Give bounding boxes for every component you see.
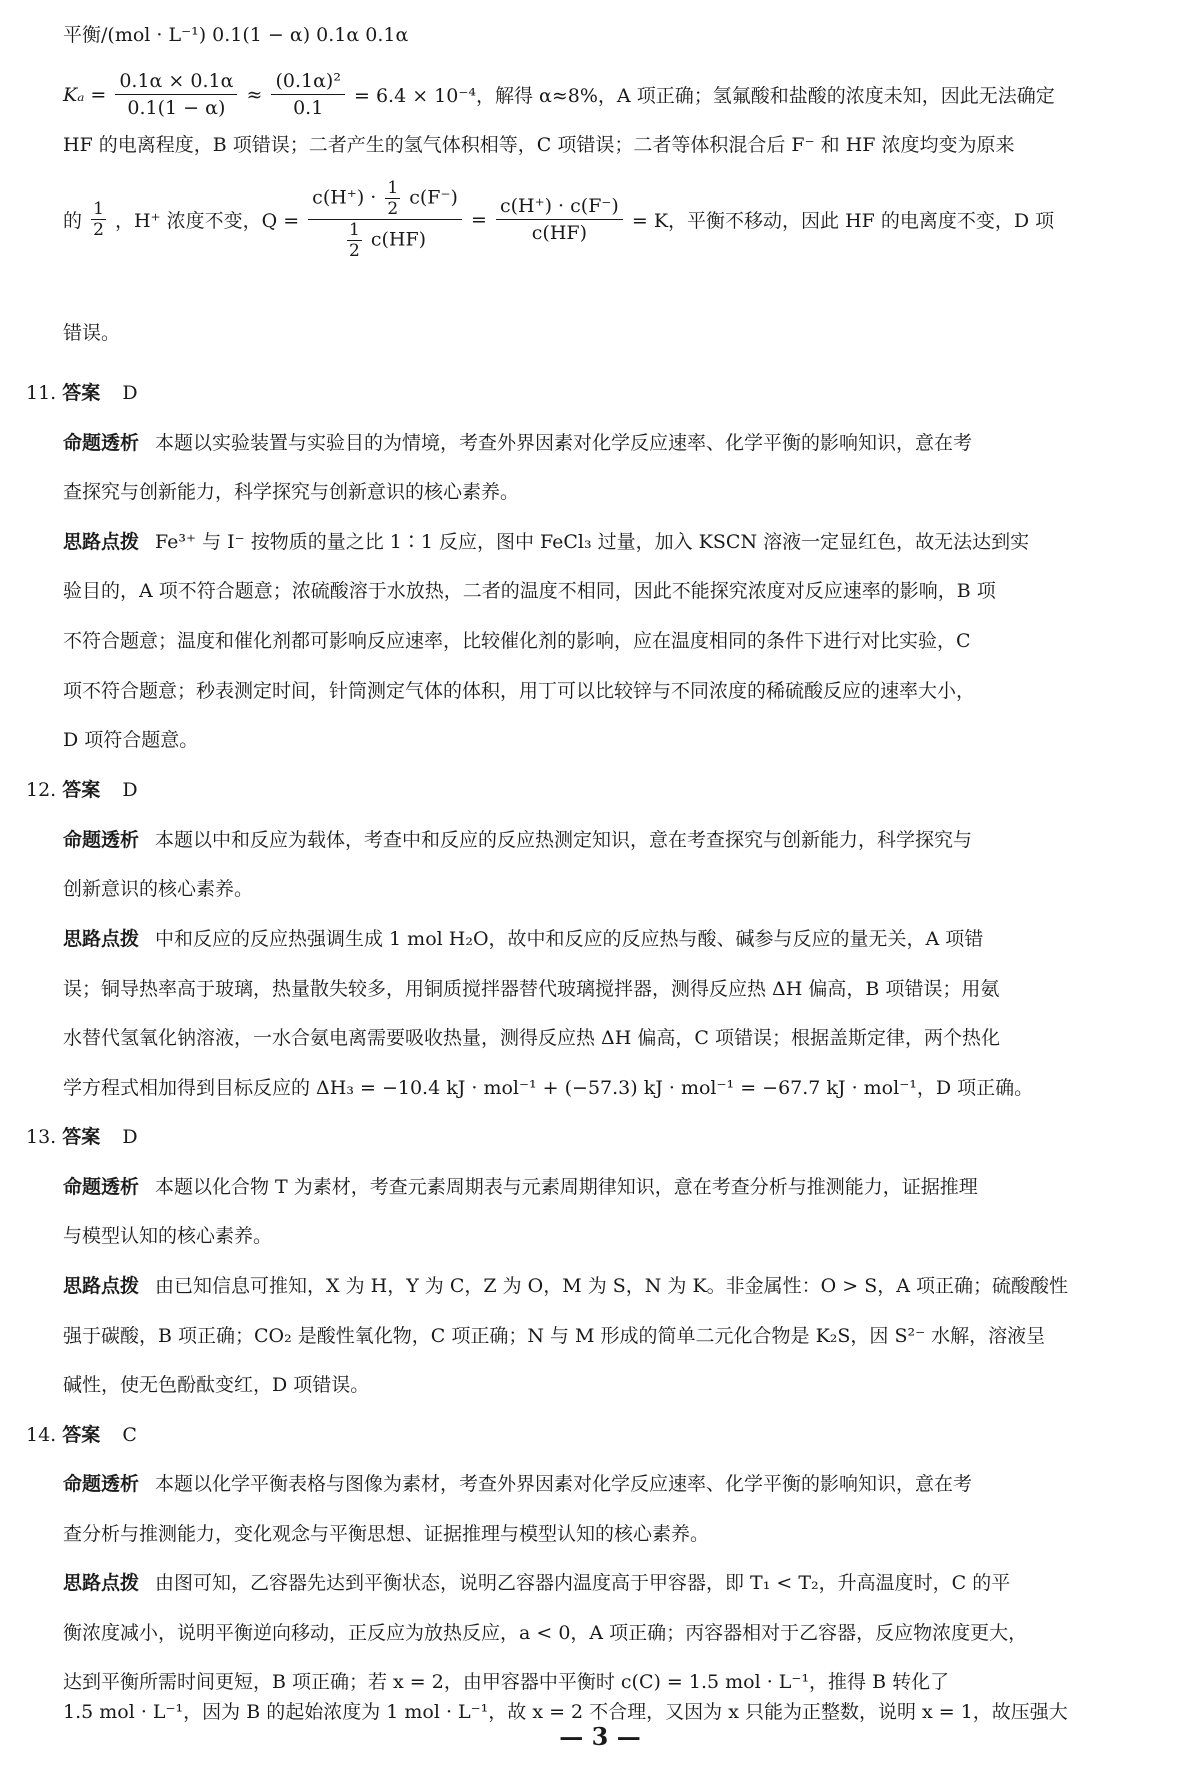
analysis-line: [63, 428, 1145, 458]
paragraph-line: 错误。: [63, 322, 121, 344]
answer-label: 答案: [62, 382, 101, 404]
analysis-label: 命题透析: [63, 432, 140, 454]
ka-fraction-1-numerator: 0.1α × 0.1α: [115, 68, 237, 95]
q-fraction-2-denominator: c(HF): [531, 222, 587, 244]
analysis-line: 查探究与创新能力，科学探究与创新意识的核心素养。: [63, 481, 520, 503]
analysis-text: 本题以中和反应为载体，考查中和反应的反应热测定知识，意在考查探究与创新能力，科学探究与: [155, 829, 973, 851]
hint-text: 中和反应的反应热强调生成 1 mol H₂O，故中和反应的反应热与酸、碱参与反应的量无关，A 项错: [155, 928, 984, 950]
hint-line: 误；铜导热率高于玻璃，热量散失较多，用铜质搅拌器替代玻璃搅拌器，测得反应热 ΔH 偏高，B 项错误；用氨: [63, 978, 1000, 1000]
q-prefix: 的: [63, 210, 83, 232]
q-fraction-1: [308, 178, 462, 261]
q-num-part-a: c(H⁺) ·: [312, 186, 377, 209]
q-num-half-denominator: 2: [387, 199, 399, 219]
q-equation: [63, 178, 1145, 261]
hint-line: [63, 1271, 1145, 1301]
hint-line: 强于碳酸，B 项正确；CO₂ 是酸性氧化物，C 项正确；N 与 M 形成的简单二元化合物是 K₂S，因 S²⁻ 水解，溶液呈: [63, 1325, 1046, 1347]
q-fraction-2-numerator: c(H⁺) · c(F⁻): [496, 193, 623, 220]
hint-line: 1.5 mol · L⁻¹，因为 B 的起始浓度为 1 mol · L⁻¹，故 x = 2 不合理，又因为 x 只能为正整数，说明 x = 1，故压强大: [63, 1701, 1068, 1723]
q-fraction-2: [496, 193, 623, 246]
q-fraction-1-denominator: [308, 220, 462, 261]
answer-label: 答案: [62, 1126, 101, 1148]
ka-label: Kₐ =: [63, 83, 107, 106]
hint-line: 碱性，使无色酚酞变红，D 项错误。: [63, 1374, 370, 1396]
q-middle-text: ，H⁺ 浓度不变，Q =: [114, 210, 300, 232]
analysis-text: 本题以实验装置与实验目的为情境，考查外界因素对化学反应速率、化学平衡的影响知识，意在考: [155, 432, 973, 454]
hint-label: 思路点拨: [63, 1275, 140, 1297]
hint-line: 达到平衡所需时间更短，B 项正确；若 x = 2，由甲容器中平衡时 c(C) = 1.5 mol · L⁻¹，推得 B 转化了: [63, 1671, 950, 1693]
half-numerator: 1: [93, 199, 104, 219]
analysis-line: [63, 1172, 1145, 1202]
page-number: — 3 —: [559, 1722, 641, 1751]
hint-label: 思路点拨: [63, 1572, 140, 1594]
analysis-line: [63, 825, 1145, 855]
analysis-label: 命题透析: [63, 1176, 140, 1198]
q-den-half: [347, 220, 362, 261]
analysis-label: 命题透析: [63, 829, 140, 851]
hint-line: 不符合题意；温度和催化剂都可影响反应速率，比较催化剂的影响，应在温度相同的条件下进行对比实验，C: [63, 630, 971, 652]
question-13-answer-row: [26, 1122, 138, 1152]
analysis-line: 创新意识的核心素养。: [63, 878, 254, 900]
hint-line: [63, 527, 1145, 557]
balance-row: 平衡/(mol · L⁻¹) 0.1(1 − α) 0.1α 0.1α: [63, 24, 409, 46]
hint-label: 思路点拨: [63, 928, 140, 950]
hint-text: 由已知信息可推知，X 为 H，Y 为 C，Z 为 O，M 为 S，N 为 K。非金属性：O > S，A 项正确；硫酸酸性: [155, 1275, 1069, 1297]
q-den-half-numerator: 1: [349, 220, 360, 240]
q-num-part-b: c(F⁻): [409, 186, 458, 209]
q-fraction-1-numerator: [308, 178, 462, 220]
analysis-label: 命题透析: [63, 1473, 140, 1495]
hint-line: 项不符合题意；秒表测定时间，针筒测定气体的体积，用丁可以比较锌与不同浓度的稀硫酸反应的速率大小，: [63, 680, 976, 702]
paragraph-line: HF 的电离程度，B 项错误；二者产生的氢气体积相等，C 项错误；二者等体积混合后 F⁻ 和 HF 浓度均变为原来: [63, 134, 1015, 156]
analysis-text: 本题以化学平衡表格与图像为素材，考查外界因素对化学反应速率、化学平衡的影响知识，意在考: [155, 1473, 973, 1495]
half-fraction: [91, 199, 106, 240]
answer-value: D: [122, 382, 138, 404]
hint-line: 水替代氢氧化钠溶液，一水合氨电离需要吸收热量，测得反应热 ΔH 偏高，C 项错误；根据盖斯定律，两个热化: [63, 1027, 1000, 1049]
hint-line: D 项符合题意。: [63, 729, 199, 751]
hint-text: Fe³⁺ 与 I⁻ 按物质的量之比 1∶1 反应，图中 FeCl₃ 过量，加入 KSCN 溶液一定显红色，故无法达到实: [155, 531, 1030, 553]
analysis-line: 查分析与推测能力，变化观念与平衡思想、证据推理与模型认知的核心素养。: [63, 1523, 710, 1545]
ka-fraction-2-denominator: 0.1: [293, 97, 324, 119]
ka-fraction-1-denominator: 0.1(1 − α): [127, 97, 226, 119]
hint-text: 由图可知，乙容器先达到平衡状态，说明乙容器内温度高于甲容器，即 T₁ < T₂，升高温度时，C 的平: [155, 1572, 1011, 1594]
q-num-half-numerator: 1: [387, 178, 399, 198]
half-denominator: 2: [93, 220, 104, 240]
q-den-part-b: c(HF): [370, 228, 427, 251]
equals-sign: =: [470, 208, 487, 231]
hint-line: 验目的，A 项不符合题意；浓硫酸溶于水放热，二者的温度不相同，因此不能探究浓度对反应速率的影响，B 项: [63, 580, 996, 602]
ka-fraction-2: [271, 68, 345, 121]
hint-line: 学方程式相加得到目标反应的 ΔH₃ = −10.4 kJ · mol⁻¹ + (−57.3) kJ · mol⁻¹ = −67.7 kJ · mol⁻¹，D 项正确。: [63, 1077, 1034, 1099]
question-14-answer-row: [26, 1420, 137, 1450]
question-12-answer-row: [26, 775, 138, 805]
ka-equation: [63, 68, 1145, 121]
answer-value: C: [122, 1424, 137, 1446]
question-number: 14.: [26, 1424, 57, 1446]
hint-line: [63, 1568, 1145, 1598]
answer-label: 答案: [62, 779, 101, 801]
q-result-text: = K，平衡不移动，因此 HF 的电离度不变，D 项: [631, 210, 1055, 232]
q-num-half: [385, 178, 400, 219]
hint-line: [63, 924, 1145, 954]
analysis-line: 与模型认知的核心素养。: [63, 1225, 273, 1247]
analysis-line: [63, 1469, 1145, 1499]
analysis-text: 本题以化合物 T 为素材，考查元素周期表与元素周期律知识，意在考查分析与推测能力，证据推理: [155, 1176, 978, 1198]
approx-sign: ≈: [246, 83, 263, 106]
question-11-answer-row: [26, 378, 138, 408]
question-number: 12.: [26, 779, 57, 801]
question-number: 11.: [26, 382, 57, 404]
ka-result-text: = 6.4 × 10⁻⁴，解得 α≈8%，A 项正确；氢氟酸和盐酸的浓度未知，因此无法确定: [354, 85, 1055, 107]
ka-fraction-1: [115, 68, 237, 121]
hint-label: 思路点拨: [63, 531, 140, 553]
ka-fraction-2-numerator: (0.1α)²: [271, 68, 345, 95]
answer-value: D: [122, 1126, 138, 1148]
answer-label: 答案: [62, 1424, 101, 1446]
hint-line: 衡浓度减小，说明平衡逆向移动，正反应为放热反应，a < 0，A 项正确；丙容器相对于乙容器，反应物浓度更大，: [63, 1622, 1028, 1644]
question-number: 13.: [26, 1126, 57, 1148]
q-den-half-denominator: 2: [349, 241, 360, 261]
answer-value: D: [122, 779, 138, 801]
